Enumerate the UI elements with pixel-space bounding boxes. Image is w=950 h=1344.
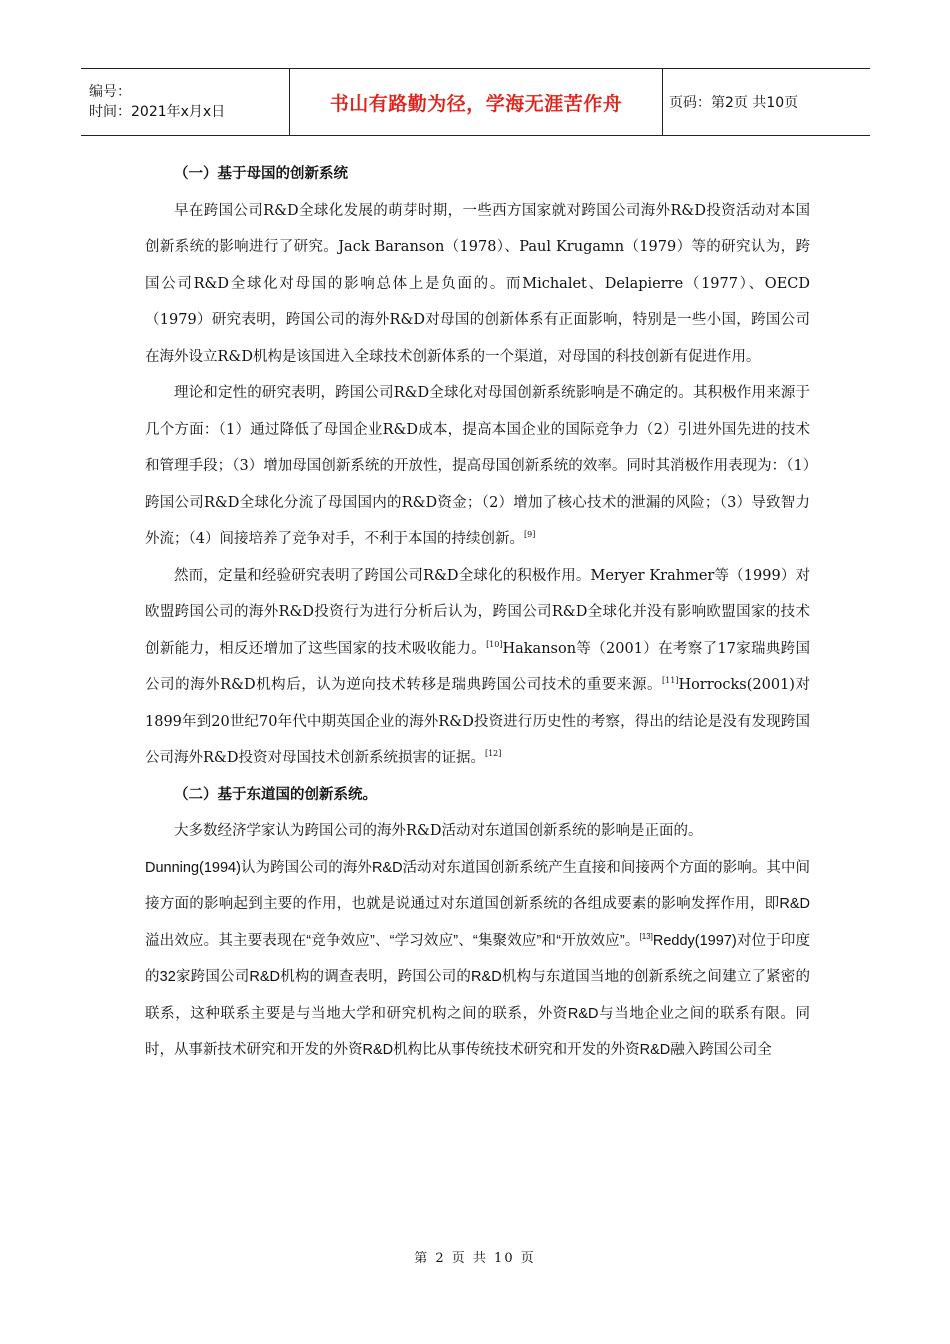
section-2-paragraph-1: 大多数经济学家认为跨国公司的海外R&D活动对东道国创新系统的影响是正面的。 <box>174 823 703 839</box>
paragraph-text: Hakanson等（2001）在考察了17家瑞典跨国公司的海外R&D机构后，认为逆向技术转移是瑞典跨国公司技术的重要来源。 <box>145 640 811 693</box>
header-info-cell <box>81 69 290 136</box>
section-2-paragraph-2 <box>145 850 810 1069</box>
citation-ref: [13] <box>639 931 653 941</box>
section-1-paragraph-1: 早在跨国公司R&D全球化发展的萌芽时期，一些西方国家就对跨国公司海外R&D投资活动对本国创新系统的影响进行了研究。Jack Baranson（1978）、Paul Krugamn（1979）等的研究认为，跨国公司R&D全球化对母国的影响总体上是负面的。而Michalet、Delapierre（1977）、OECD（1979）研究表明，跨国公司的海外R&D对母国的创新体系有正面影响，特别是一些小国，跨国公司在海外设立R&D机构是该国进入全球技术创新体系的一个渠道，对母国的科技创新有促进作用。 <box>145 202 810 365</box>
citation-ref: [11] <box>662 676 679 686</box>
page-footer: 第 2 页 共 10 页 <box>414 1251 536 1266</box>
citation-ref: [12] <box>484 749 502 759</box>
paragraph-text: Dunning(1994)认为跨国公司的海外R&D活动对东道国创新系统产生直接和间接两个方面的影响。其中间接方面的影响起到主要的作用，也就是说通过对东道国创新系统的各组成要素的影响发挥作用，即R&D溢出效应。其主要表现在“竞争效应”、“学习效应”、“集聚效应”和“开放效应”。 <box>145 859 810 949</box>
header-date: 时间：2021年x月x日 <box>89 104 226 120</box>
section-1-paragraph-3 <box>145 558 810 777</box>
header-number-label: 编号： <box>89 84 131 100</box>
section-1-paragraph-2 <box>145 375 810 558</box>
page-header <box>81 68 870 136</box>
document-body <box>145 156 810 1069</box>
paragraph-text: 然而，定量和经验研究表明了跨国公司R&D全球化的积极作用。Meryer Krahmer等（1999）对欧盟跨国公司的海外R&D投资行为进行分析后认为，跨国公司R&D全球化并没有影响欧盟国家的技术创新能力，相反还增加了这些国家的技术吸收能力。 <box>145 567 810 657</box>
citation-ref: [10] <box>486 639 503 649</box>
citation-ref: [9] <box>523 530 536 540</box>
section-1-heading: （一）基于母国的创新系统 <box>174 166 348 182</box>
header-motto: 书山有路勤为径，学海无涯苦作舟 <box>290 69 663 136</box>
paragraph-text: Horrocks(2001)对1899年到20世纪70年代中期英国企业的海外R&D投资进行历史性的考察，得出的结论是没有发现跨国公司海外R&D投资对母国技术创新系统损害的证据。 <box>145 677 811 766</box>
paragraph-text: 理论和定性的研究表明，跨国公司R&D全球化对母国创新系统影响是不确定的。其积极作用来源于几个方面：（1）通过降低了母国企业R&D成本，提高本国企业的国际竞争力（2）引进外国先进的技术和管理手段；（3）增加母国创新系统的开放性，提高母国创新系统的效率。同时其消极作用表现为：（1）跨国公司R&D全球化分流了母国国内的R&D资金；（2）增加了核心技术的泄漏的风险；（3）导致智力外流；（4）间接培养了竞争对手，不利于本国的持续创新。 <box>145 385 810 547</box>
paragraph-text: Reddy(1997)对位于印度的32家跨国公司R&D机构的调查表明，跨国公司的R&D机构与东道国当地的创新系统之间建立了紧密的联系，这种联系主要是与当地大学和研究机构之间的联系，外资R&D与当地企业之间的联系有限。同时，从事新技术研究和开发的外资R&D机构比从事传统技术研究和开发的外资R&D融入跨国公司全 <box>145 932 810 1058</box>
header-page-info: 页码：第2页 共10页 <box>663 69 871 136</box>
section-2-heading: （二）基于东道国的创新系统。 <box>174 786 377 803</box>
